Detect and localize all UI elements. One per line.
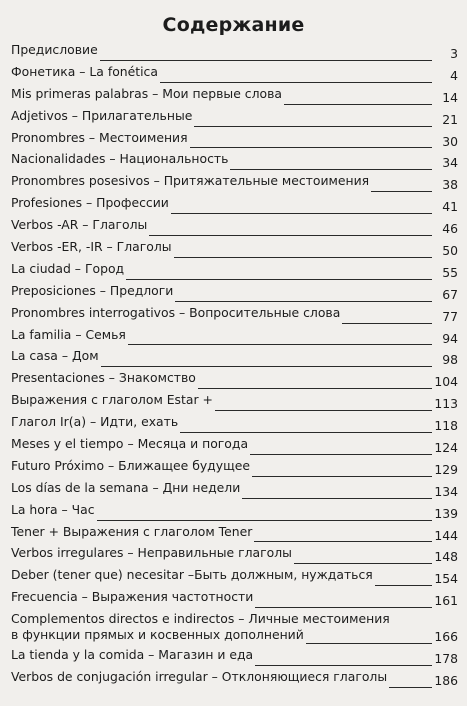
toc-page-number: 94	[442, 330, 458, 346]
toc-page-number: 104	[434, 374, 458, 390]
toc-page-number: 55	[442, 264, 458, 280]
toc-entry-title-continued: в функции прямых и косвенных дополнений	[11, 627, 304, 643]
toc-entry-title: Futuro Próximo – Ближащее будущее	[11, 457, 251, 473]
toc-page-number: 166	[434, 629, 458, 645]
toc-entry-title: Verbos de conjugación irregular – Отклоняющиеся глаголы	[11, 669, 388, 685]
toc-page-number: 4	[450, 67, 458, 83]
toc-page-number: 38	[442, 177, 458, 193]
toc-entry-title: Verbos irregulares – Неправильные глаголы	[11, 545, 292, 561]
toc-page-number: 113	[434, 396, 458, 412]
toc-leader-line	[375, 585, 432, 586]
toc-entry-title: Deber (tener que) necesitar –Быть должным, нуждаться	[11, 567, 373, 583]
toc-entry-title: La familia – Семья	[11, 326, 126, 342]
toc-entry	[11, 611, 458, 647]
table-of-contents	[11, 42, 458, 691]
toc-leader-line	[128, 344, 432, 345]
toc-entry-title: Los días de la semana – Дни недели	[11, 479, 241, 495]
toc-entry-title: Adjetivos – Прилагательные	[11, 107, 193, 123]
toc-page-number: 186	[434, 673, 458, 689]
toc-leader-line	[252, 476, 432, 477]
toc-entry-title: Meses y el tiempo – Месяца и погода	[11, 436, 249, 452]
toc-entry-title: La tienda y la comida – Магазин и еда	[11, 647, 254, 663]
toc-entry-title: Tener + Выражения с глаголом Tener	[11, 523, 253, 539]
toc-page-number: 14	[442, 89, 458, 105]
toc-page-number: 34	[442, 155, 458, 171]
toc-page-number: 30	[442, 133, 458, 149]
toc-entry-title: Глагол Ir(a) – Идти, ехать	[11, 414, 179, 430]
toc-leader-line	[198, 388, 432, 389]
toc-entry-title: Pronombres – Местоимения	[11, 129, 188, 145]
toc-leader-line	[174, 257, 432, 258]
toc-page-number: 148	[434, 549, 458, 565]
toc-page-number: 50	[442, 243, 458, 258]
toc-leader-line	[389, 687, 432, 688]
toc-entry-title: Frecuencia – Выражения частотности	[11, 589, 254, 605]
toc-entry-title: La casa – Дом	[11, 348, 99, 364]
toc-page-number: 98	[442, 352, 458, 368]
toc-leader-line	[149, 235, 432, 236]
toc-leader-line	[306, 643, 432, 644]
toc-leader-line	[194, 126, 432, 127]
toc-entry-title: Verbos -ER, -IR – Глаголы	[11, 239, 172, 255]
toc-entry-title: Profesiones – Профессии	[11, 195, 169, 211]
toc-page-number: 134	[434, 483, 458, 499]
toc-leader-line	[250, 454, 432, 455]
toc-page-number: 46	[442, 221, 458, 237]
toc-page-number: 77	[442, 308, 458, 324]
toc-page-number: 139	[434, 505, 458, 521]
page-title: Содержание	[162, 14, 305, 36]
toc-leader-line	[342, 323, 432, 324]
toc-leader-line	[171, 213, 432, 214]
toc-entry-title: Verbos -AR – Глаголы	[11, 217, 148, 233]
toc-entry-title: Complementos directos e indirectos – Личные местоимения	[11, 611, 390, 627]
toc-leader-line	[215, 410, 432, 411]
toc-entry-title: Presentaciones – Знакомство	[11, 370, 196, 386]
toc-page-number: 118	[434, 418, 458, 434]
toc-page-number: 178	[434, 651, 458, 667]
toc-page-number: 3	[450, 45, 458, 61]
toc-entry-title: Nacionalidades – Национальность	[11, 151, 229, 167]
toc-leader-line	[284, 104, 432, 105]
toc-entry-title: Предисловие	[11, 42, 98, 57]
toc-page-number: 144	[434, 527, 458, 543]
toc-page-number: 21	[442, 111, 458, 127]
toc-page-number: 161	[434, 593, 458, 609]
toc-entry	[11, 669, 458, 691]
toc-page-number: 154	[434, 571, 458, 587]
toc-leader-line	[371, 191, 432, 192]
toc-page-number: 124	[434, 440, 458, 456]
toc-page-number: 129	[434, 461, 458, 477]
toc-entry-title: Фонетика – La fonética	[11, 63, 158, 79]
toc-page-number: 67	[442, 286, 458, 302]
toc-entry-title: La ciudad – Город	[11, 260, 125, 276]
toc-entry-title: Выражения с глаголом Estar +	[11, 392, 213, 408]
toc-page-number: 41	[442, 199, 458, 215]
toc-leader-line	[242, 498, 432, 499]
toc-entry-title: Mis primeras palabras – Мои первые слова	[11, 85, 282, 101]
toc-entry-title: La hora – Час	[11, 501, 95, 517]
toc-entry-title: Pronombres posesivos – Притяжательные местоимения	[11, 173, 370, 189]
toc-entry-title: Pronombres interrogativos – Вопросительные слова	[11, 304, 341, 320]
toc-entry-title: Preposiciones – Предлоги	[11, 282, 174, 298]
